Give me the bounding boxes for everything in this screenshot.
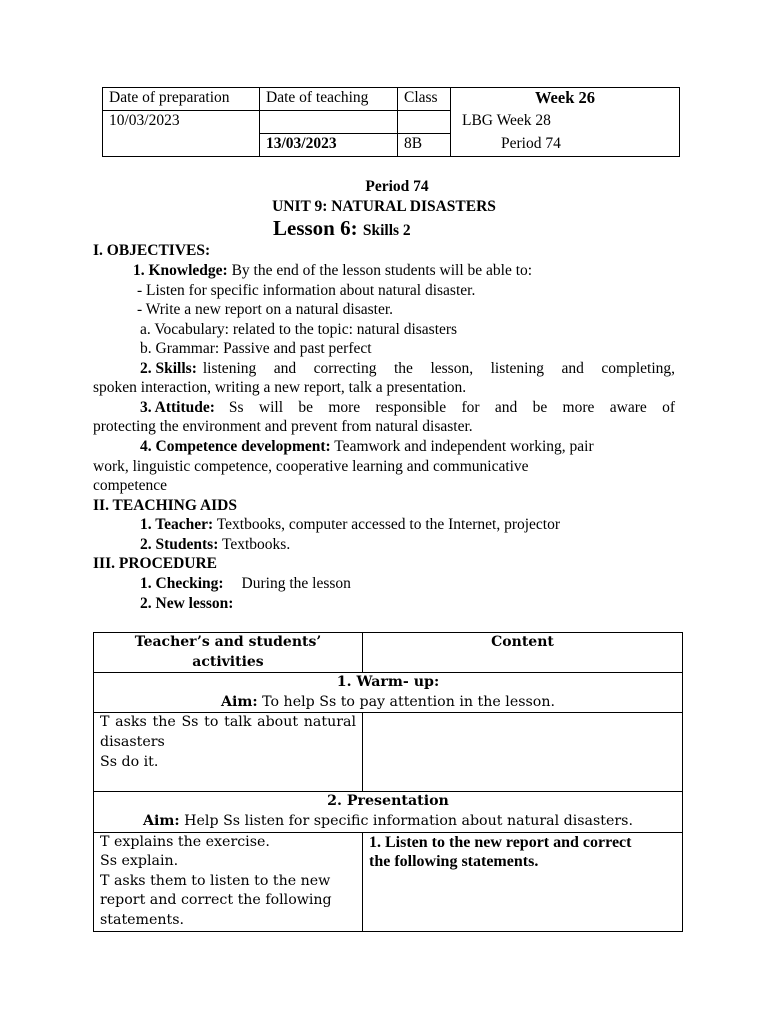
period-label: Period 74 xyxy=(451,134,680,157)
skills-label: 2. Skills: xyxy=(140,360,197,377)
objectives-heading: I. OBJECTIVES: xyxy=(93,242,211,259)
lesson-title xyxy=(273,215,411,244)
activities-header xyxy=(94,633,363,673)
prep-date-empty xyxy=(103,134,260,157)
competence-text-1: Teamwork and independent working, pair xyxy=(330,438,594,455)
teach-date-value: 13/03/2023 xyxy=(260,134,398,157)
class-value: 8B xyxy=(398,134,451,157)
attitude-label: 3. Attitude: xyxy=(140,399,215,416)
checking-text: During the lesson xyxy=(241,575,351,592)
teach-date-header: Date of teaching xyxy=(260,88,398,111)
warmup-activity-1: T asks the Ss to talk about natural xyxy=(100,714,356,731)
unit-title: UNIT 9: NATURAL DISASTERS xyxy=(272,198,496,215)
teaching-aids-heading: II. TEACHING AIDS xyxy=(93,497,237,514)
lesson-number: Lesson 6: xyxy=(273,216,363,240)
lesson-subtitle: Skills 2 xyxy=(362,222,411,239)
presentation-content xyxy=(363,832,683,931)
warmup-content xyxy=(363,713,683,792)
attitude-text-2: protecting the environment and prevent from natural disaster. xyxy=(93,418,473,435)
procedure-table xyxy=(93,632,683,932)
attitude-text-1: Ss will be more responsible for and be more aware of xyxy=(228,399,675,416)
warmup-section xyxy=(94,673,683,713)
warmup-title: 1. Warm- up: xyxy=(336,674,440,691)
vocabulary-line: a. Vocabulary: related to the topic: natural disasters xyxy=(140,321,458,338)
prep-date-value: 10/03/2023 xyxy=(103,111,260,134)
prep-date-header: Date of preparation xyxy=(103,88,260,111)
competence-text-3: competence xyxy=(93,477,168,494)
teacher-label: 1. Teacher: xyxy=(140,516,214,533)
skills-text-2: spoken interaction, writing a new report, talk a presentation. xyxy=(93,379,467,396)
warmup-aim-text: To help Ss to pay attention in the lesson. xyxy=(257,693,555,710)
competence-label: 4. Competence development: xyxy=(140,438,331,455)
students-label: 2. Students: xyxy=(140,536,219,553)
new-lesson-label: 2. New lesson: xyxy=(140,595,234,612)
warmup-aim-label: Aim: xyxy=(220,693,258,710)
presentation-aim-label: Aim: xyxy=(143,812,180,829)
warmup-activity-2: disasters xyxy=(100,733,165,750)
skills-line-1 xyxy=(140,359,675,379)
checking-label: 1. Checking: xyxy=(140,575,224,592)
lesson-info-table xyxy=(102,87,680,157)
knowledge-item-1: - Listen for specific information about natural disaster. xyxy=(137,282,476,299)
presentation-aim-text: Help Ss listen for specific information about natural disasters. xyxy=(179,812,633,829)
knowledge-line xyxy=(133,261,532,281)
presentation-activity-2: Ss explain. xyxy=(100,853,179,870)
presentation-title: 2. Presentation xyxy=(327,793,449,810)
period-title: Period 74 xyxy=(365,178,429,195)
warmup-activity-3: Ss do it. xyxy=(100,753,159,770)
class-empty xyxy=(398,111,451,134)
presentation-activity-5: statements. xyxy=(100,911,185,928)
grammar-line: b. Grammar: Passive and past perfect xyxy=(140,340,372,357)
teacher-text: Textbooks, computer accessed to the Internet, projector xyxy=(213,516,561,533)
students-text: Textbooks. xyxy=(218,536,291,553)
content-header-label: Content xyxy=(491,634,554,650)
teach-date-empty xyxy=(260,111,398,134)
presentation-aim xyxy=(100,812,676,832)
students-aids-line xyxy=(140,535,290,555)
presentation-content-line-1: 1. Listen to the new report and correct xyxy=(369,833,632,851)
activities-header-line-2: activities xyxy=(192,653,264,670)
competence-line-1 xyxy=(140,437,594,457)
presentation-section xyxy=(94,792,683,832)
warmup-activities xyxy=(94,713,363,792)
attitude-line-1 xyxy=(140,398,675,418)
knowledge-label: 1. Knowledge: xyxy=(133,262,228,279)
presentation-activities xyxy=(94,832,363,931)
knowledge-text: By the end of the lesson students will be able to: xyxy=(227,262,533,279)
procedure-heading: III. PROCEDURE xyxy=(93,555,218,572)
presentation-activity-1: T explains the exercise. xyxy=(100,833,270,850)
checking-line xyxy=(140,574,351,594)
presentation-activity-4: report and correct the following xyxy=(100,892,332,909)
warmup-aim xyxy=(100,693,676,713)
skills-text-1: listening and correcting the lesson, listening and completing, xyxy=(202,360,675,377)
teacher-aids-line xyxy=(140,515,560,535)
knowledge-item-2: - Write a new report on a natural disaster. xyxy=(137,301,394,318)
week-label: Week 26 xyxy=(451,88,680,111)
class-header: Class xyxy=(398,88,451,111)
activities-header-line-1: Teacher’s and students’ xyxy=(134,634,322,650)
lbg-week-label: LBG Week 28 xyxy=(451,111,680,134)
presentation-content-line-2: the following statements. xyxy=(369,853,539,871)
presentation-activity-3: T asks them to listen to the new xyxy=(100,872,331,889)
content-header xyxy=(363,633,683,673)
competence-text-2: work, linguistic competence, cooperative learning and communicative xyxy=(93,458,529,475)
